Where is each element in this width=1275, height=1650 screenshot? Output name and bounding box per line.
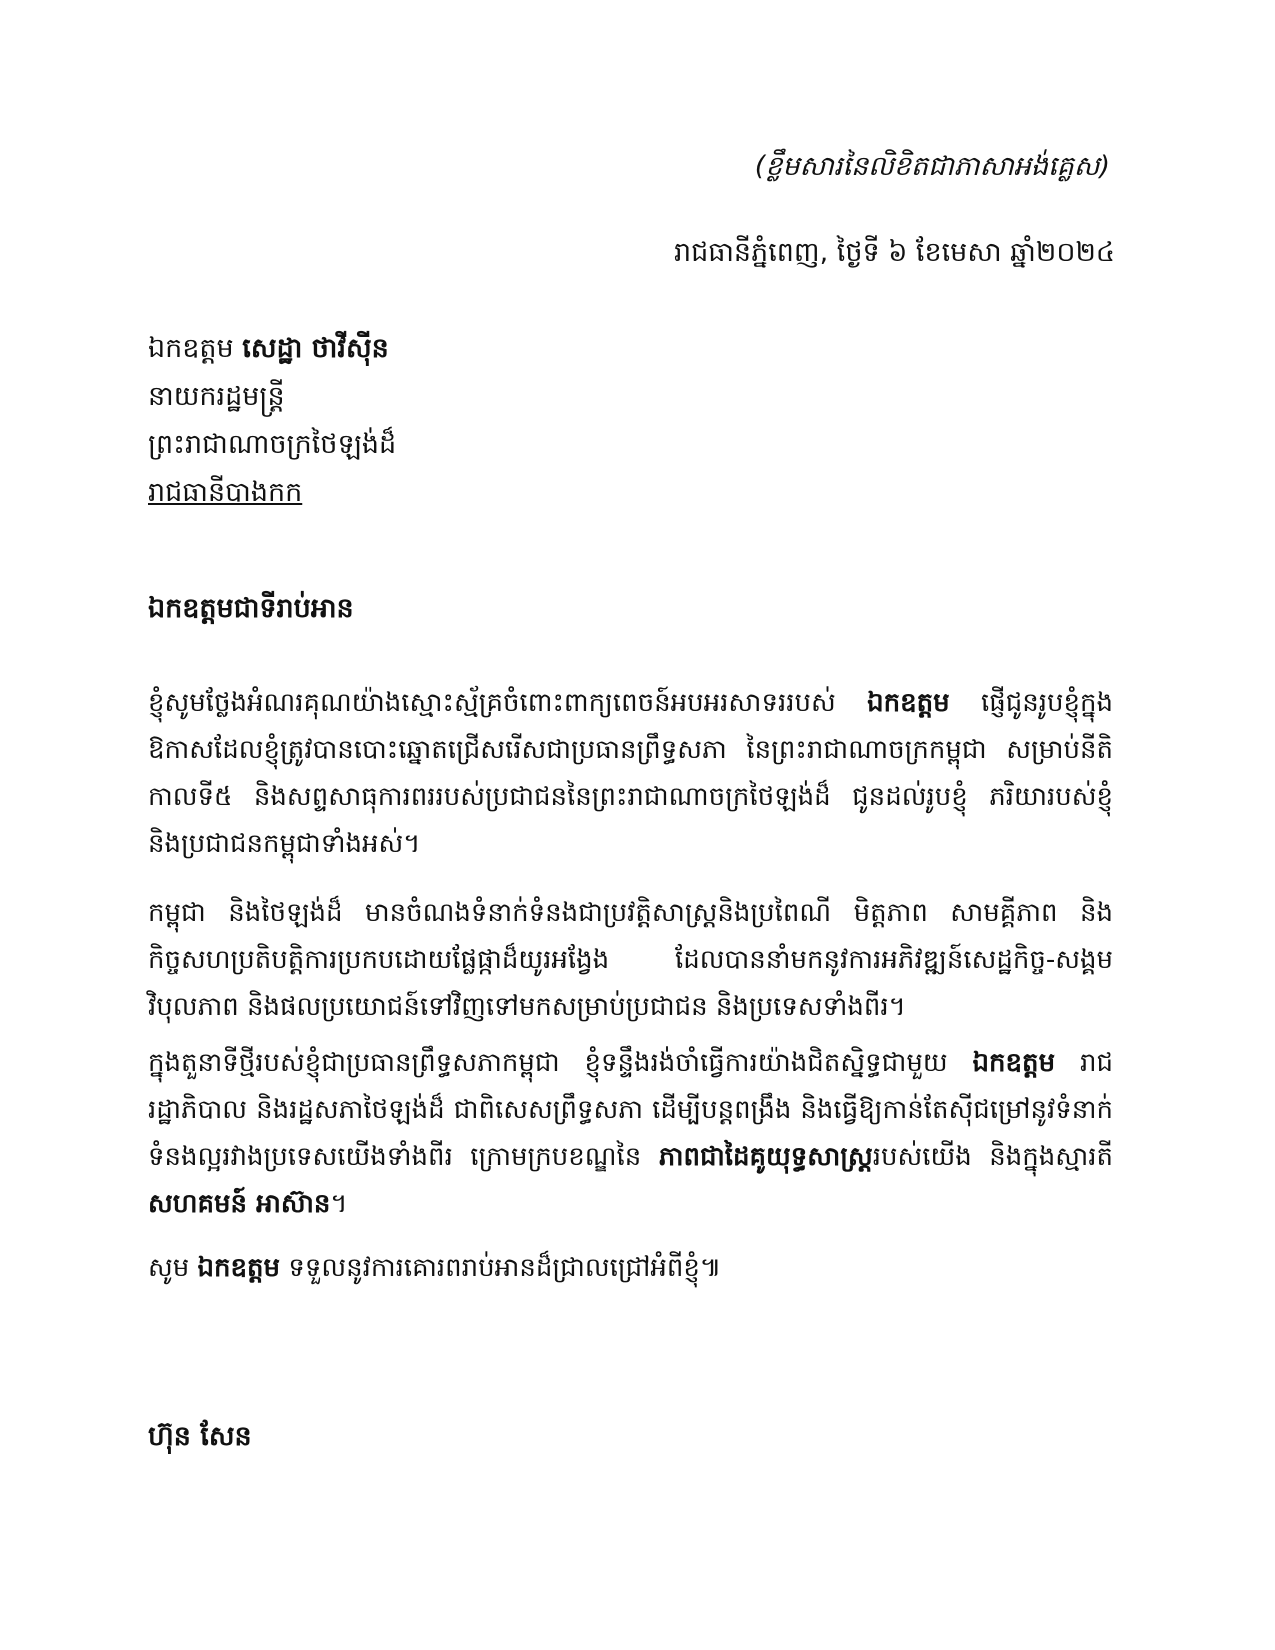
recipient-name-line — [148, 325, 396, 373]
recipient-block — [148, 325, 396, 517]
paragraph-3-bold-a: ឯកឧត្ដម — [972, 1048, 1056, 1078]
recipient-name: សេដ្ឋា ថាវីស៊ីន — [242, 333, 389, 364]
paragraph-2: កម្ពុជា និងថៃឡង់ដ៏ មានចំណងទំនាក់ទំនងជាប្រវត្តិសាស្ត្រនិងប្រពៃណី មិត្តភាព សាមគ្គីភាព និងកិច្ចសហប្រតិបត្តិការប្រកបដោយផ្លែផ្កាដ៏យូរអង្វែង ដែលបាននាំមកនូវការអភិវឌ្ឍន៍សេដ្ឋកិច្ច-សង្គម វិបុលភាព និងផលប្រយោជន៍ទៅវិញទៅមកសម្រាប់ប្រជាជន និងប្រទេសទាំងពីរ។ — [148, 898, 1113, 1022]
paragraph-1 — [148, 680, 1113, 868]
paragraph-1-text-b: ផ្ញើជូនរូបខ្ញុំក្នុងឱកាសដែលខ្ញុំត្រូវបានបោះឆ្នោតជ្រើសរើសជាប្រធានព្រឹទ្ធសភា នៃព្រះរាជាណាចក្រកម្ពុជា សម្រាប់នីតិកាលទី៥ និងសព្ទសាធុការពររបស់ប្រជាជននៃព្រះរាជាណាចក្រថៃឡង់ដ៏ ជូនដល់រូបខ្ញុំ ភរិយារបស់ខ្ញុំ និងប្រជាជនកម្ពុជាទាំងអស់។ — [148, 688, 1113, 859]
paragraph-3-bold-b: ភាពជាដៃគូយុទ្ធសាស្ត្រ — [658, 1142, 873, 1172]
paragraph-3-bold-c: សហគមន៍ អាស៊ាន — [148, 1189, 331, 1219]
paragraph-3-text-b: រាជរដ្ឋាភិបាល និងរដ្ឋសភាថៃឡង់ដ៏ ជាពិសេសព្រឹទ្ធសភា ដើម្បីបន្តពង្រឹង និងធ្វើឱ្យកាន់តែស៊ីជម្រៅនូវទំនាក់ទំនងល្អរវាងប្រទេសយើងទាំងពីរ ក្រោមក្របខណ្ឌនៃ — [148, 1048, 1114, 1172]
paragraph-1-text-a: ខ្ញុំសូមថ្លែងអំណរគុណយ៉ាងស្មោះស្ម័គ្រចំពោះពាក្យពេចន៍អបអរសាទររបស់ — [148, 688, 836, 718]
recipient-city: រាជធានីបាងកក — [148, 477, 303, 508]
date-line: រាជធានីភ្នំពេញ, ថ្ងៃទី ៦ ខែមេសា ឆ្នាំ២០២៤ — [673, 237, 1115, 268]
paragraph-3-text-c: របស់យើង និងក្នុងស្មារតី — [872, 1142, 1113, 1172]
paragraph-4-text-b: ទទួលនូវការគោរពរាប់អានដ៏ជ្រាលជ្រៅអំពីខ្ញុំ៕ — [288, 1253, 722, 1283]
signature-name: ហ៊ុន សែន — [148, 1421, 252, 1452]
paragraph-4-text-a: សូម — [148, 1253, 190, 1283]
paragraph-4 — [148, 1245, 1113, 1292]
paragraph-4-bold: ឯកឧត្ដម — [197, 1253, 281, 1283]
paragraph-1-bold: ឯកឧត្ដម — [867, 688, 950, 718]
paragraph-3-text-d: ។ — [330, 1189, 348, 1219]
salutation: ឯកឧត្ដមជាទីរាប់អាន — [148, 593, 354, 624]
paragraph-3 — [148, 1040, 1113, 1228]
translation-note: (ខ្លឹមសារនៃលិខិតជាភាសាអង់គ្លេស) — [754, 151, 1110, 182]
recipient-title-prefix: ឯកឧត្ដម — [148, 333, 234, 364]
recipient-position: នាយករដ្ឋមន្ត្រី — [148, 381, 285, 412]
recipient-country: ព្រះរាជាណាចក្រថៃឡង់ដ៏ — [148, 429, 397, 460]
paragraph-3-text-a: ក្នុងតួនាទីថ្មីរបស់ខ្ញុំជាប្រធានព្រឹទ្ធសភាកម្ពុជា ខ្ញុំទន្ទឹងរង់ចាំធ្វើការយ៉ាងជិតស្និទ្ធជាមួយ — [148, 1048, 948, 1078]
